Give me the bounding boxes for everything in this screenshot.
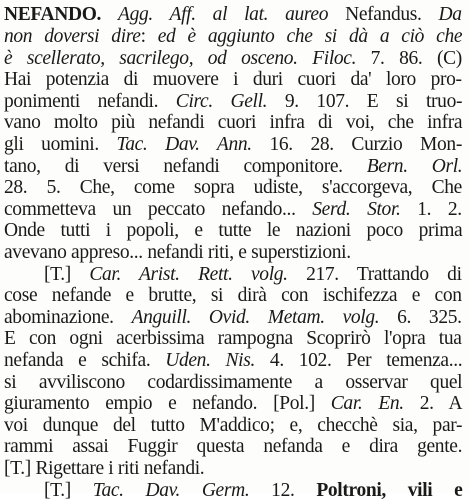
entry-line <box>44 480 462 502</box>
entry-line <box>4 199 462 221</box>
text-run: avevano appreso... nefandi riti, e superstizioni. <box>4 242 351 263</box>
text-run: voi dunque del tutto M'addico; e, checchè sia, par- <box>4 415 463 436</box>
entry-line <box>4 134 462 156</box>
text-run: Tac. Dav. Germ. <box>92 480 250 501</box>
text-run: ed è aggiunto che si dà a ciò che <box>157 26 463 47</box>
text-run: [T.] <box>44 480 93 501</box>
text-run: Bern. Orl. <box>366 156 463 177</box>
entry-line <box>4 26 462 48</box>
text-run: Hai potenzia di muovere i duri cuori da' loro pro- <box>4 69 462 90</box>
entry-line <box>4 177 462 199</box>
entry-line <box>4 307 462 329</box>
entry-line <box>4 393 462 415</box>
text-run: rammi assai Fuggir questa nefanda e dira gente. <box>4 436 463 457</box>
entry-line <box>44 264 462 286</box>
text-run: Agg. Aff. al lat. aureo <box>118 4 329 25</box>
text-run: giuramento empio e nefando. [Pol.] <box>4 393 331 414</box>
entry-line <box>4 69 462 91</box>
text-run: gli uomini. <box>4 134 117 155</box>
text-run: Nefandus. <box>328 4 439 25</box>
text-run <box>298 48 313 69</box>
text-run: : <box>140 26 158 47</box>
text-run: Car. Arist. Rett. volg. <box>89 264 288 285</box>
text-run: Serd. Stor. <box>312 199 401 220</box>
text-run: cose nefande e brutte, si dirà con ischifezza e con <box>4 285 462 306</box>
entry-line <box>4 372 462 394</box>
text-run: [T.] <box>44 264 90 285</box>
text-run: NEFANDO. <box>4 4 102 25</box>
text-run: 9. 107. E si truo- <box>267 91 463 112</box>
entry-line <box>4 436 462 458</box>
entry-line <box>4 415 462 437</box>
entry-line <box>4 328 462 350</box>
text-run: E con ogni acerbissima rampogna Scoprirò l'opra tua <box>4 328 462 349</box>
text-run: 1. 2. <box>400 199 462 220</box>
text-run: [T.] Rigettare i riti nefandi. <box>4 458 205 479</box>
text-run: Tac. Dav. Ann. <box>116 134 252 155</box>
text-run: nefanda e schifa. <box>4 350 166 371</box>
text-run: ponimenti nefandi. <box>4 91 176 112</box>
text-run: Filoc. <box>312 48 357 69</box>
text-run: 4. 102. Per temenza... <box>255 350 463 371</box>
entry-line <box>4 285 462 307</box>
entry-line <box>4 156 462 178</box>
text-run: non doversi dire <box>4 26 141 47</box>
entry-line <box>4 350 462 372</box>
entry-line <box>4 458 204 480</box>
text-run: Da <box>438 4 462 25</box>
text-run: 217. Trattando di <box>287 264 462 285</box>
entry-line <box>4 48 462 70</box>
text-run: Circ. Gell. <box>175 91 268 112</box>
text-run: 12. <box>249 480 317 501</box>
text-run <box>101 4 118 25</box>
text-run: abominazione. <box>4 307 132 328</box>
text-run: tano, di versi nefandi componitore. <box>4 156 367 177</box>
text-run: vano molto più nefandi cuori infra di voi, che infra <box>4 112 463 133</box>
entry-line <box>4 112 462 134</box>
entry-line <box>4 4 462 26</box>
entry-line <box>4 220 462 242</box>
text-run: Uden. Nis. <box>165 350 256 371</box>
entry-line <box>4 242 351 264</box>
text-run: 6. 325. <box>379 307 462 328</box>
text-run: è scellerato, sacrilego, od osceno. <box>4 48 298 69</box>
entry-line <box>4 91 462 113</box>
text-run: 16. 28. Curzio Mon- <box>251 134 462 155</box>
text-run: 2. A <box>403 393 463 414</box>
text-run: Onde tutti i popoli, e tutte le nazioni poco prima <box>4 220 463 241</box>
text-run: commetteva un peccato nefando... <box>4 199 313 220</box>
text-run: si avviliscono codardissimamente a osservar quel <box>4 372 463 393</box>
text-run: 28. 5. Che, come sopra udiste, s'accorgeva, Che <box>4 177 462 198</box>
text-run: Car. En. <box>330 393 404 414</box>
text-run: 7. 86. (C) <box>356 48 462 69</box>
text-run: Poltroni, vili e <box>316 480 463 501</box>
text-run: Anguill. Ovid. Metam. volg. <box>131 307 380 328</box>
